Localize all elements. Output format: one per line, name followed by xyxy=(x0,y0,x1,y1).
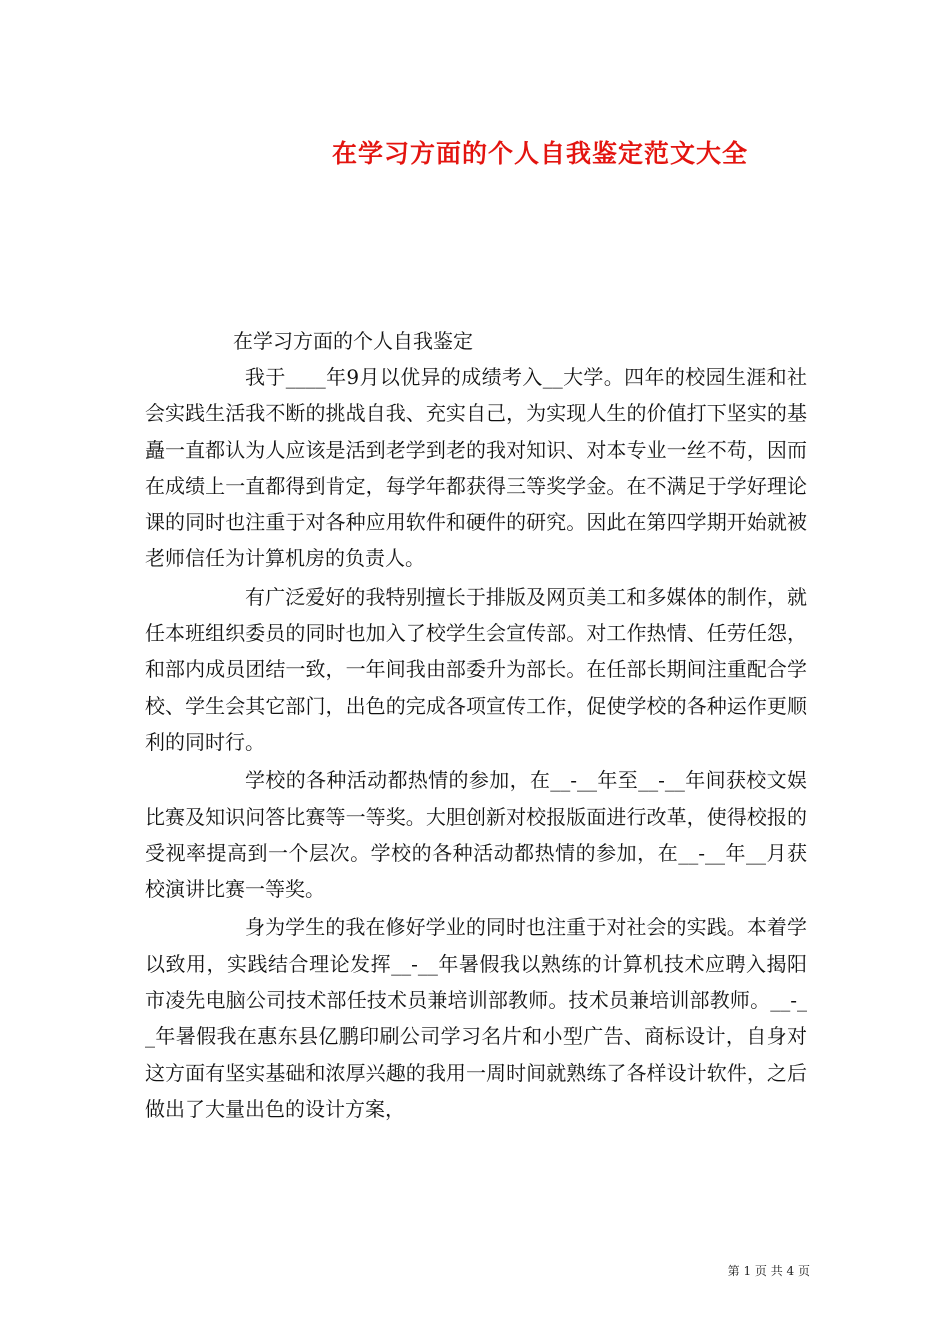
document-body xyxy=(145,359,807,1129)
page-number-footer: 第 1 页 共 4 页 xyxy=(727,1264,810,1278)
paragraph-2: 有广泛爱好的我特别擅长于排版及网页美工和多媒体的制作，就任本班组织委员的同时也加入了校学生会宣传部。对工作热情、任劳任怨，和部内成员团结一致，一年间我由部委升为部长。在任部长期间注重配合学校、学生会其它部门，出色的完成各项宣传工作，促使学校的各种运作更顺利的同时行。 xyxy=(145,584,807,754)
paragraph-4: 身为学生的我在修好学业的同时也注重于对社会的实践。本着学以致用，实践结合理论发挥__-__年暑假我以熟练的计算机技术应聘入揭阳市凌先电脑公司技术部任技术员兼培训部教师。技术员兼培训部教师。__-__年暑假我在惠东县亿鹏印刷公司学习名片和小型广告、商标设计，自身对这方面有坚实基础和浓厚兴趣的我用一周时间就熟练了各样设计软件，之后做出了大量出色的设计方案， xyxy=(145,915,807,1121)
paragraph-3: 学校的各种活动都热情的参加，在__-__年至__-__年间获校文娱比赛及知识问答比赛等一等奖。大胆创新对校报版面进行改革，使得校报的受视率提高到一个层次。学校的各种活动都热情的参加，在__-__年__月获校演讲比赛一等奖。 xyxy=(145,768,807,902)
paragraph-1: 我于____年9月以优异的成绩考入__大学。四年的校园生涯和社会实践生活我不断的挑战自我、充实自己，为实现人生的价值打下坚实的基矗一直都认为人应该是活到老学到老的我对知识、对本专业一丝不苟，因而在成绩上一直都得到肯定，每学年都获得三等奖学金。在不满足于学好理论课的同时也注重于对各种应用软件和硬件的研究。因此在第四学期开始就被老师信任为计算机房的负责人。 xyxy=(145,365,807,571)
section-heading: 在学习方面的个人自我鉴定 xyxy=(233,329,473,353)
document-title: 在学习方面的个人自我鉴定范文大全 xyxy=(331,139,748,168)
